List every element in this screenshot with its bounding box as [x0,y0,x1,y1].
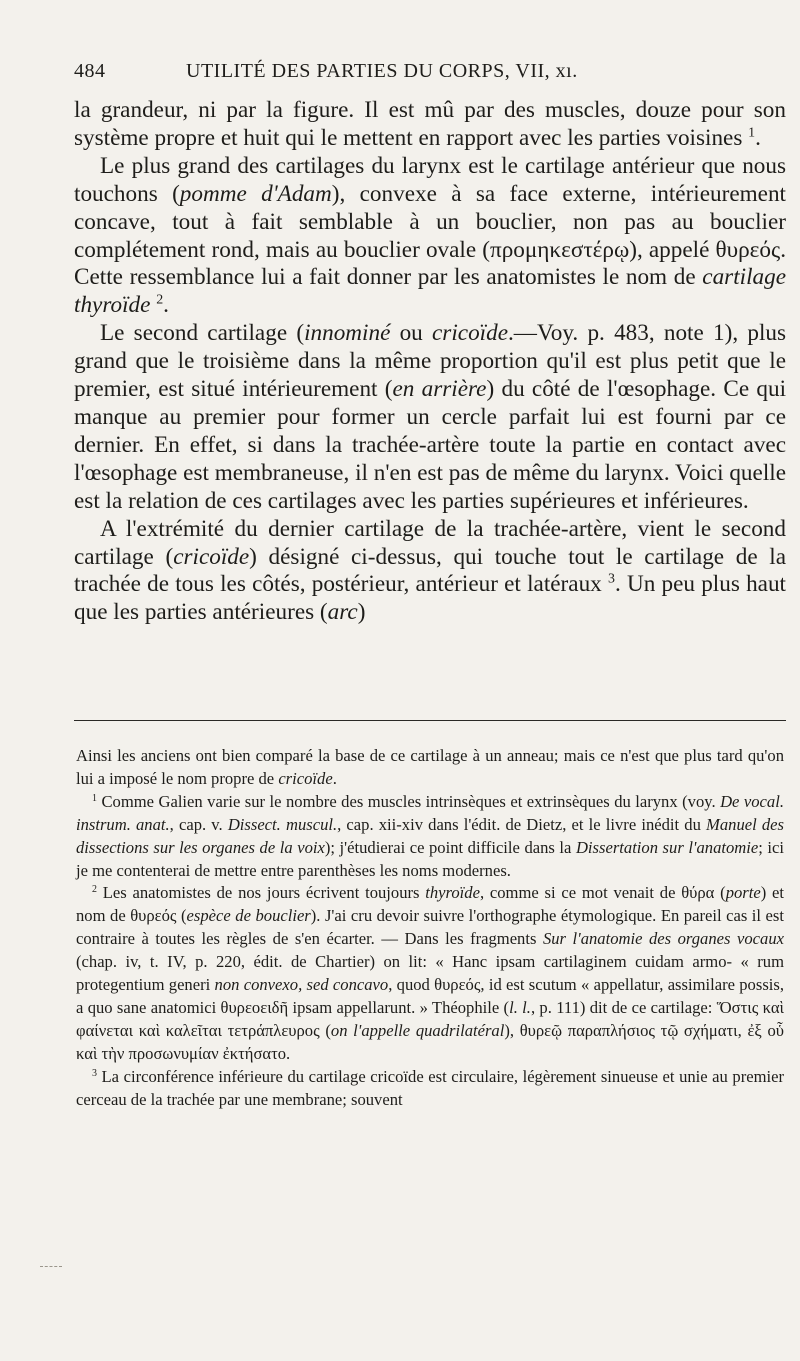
text-run: ) du côté de l'œsophage. Ce qui manque au premier pour former un cercle parfait lui est fourni par ce dernier. En effet, si dans la trachée-artère toute la partie en contact avec l'œsophage est membraneuse, il n'en est pas de même du larynx. Voici quelle est la relation de ces cartilages avec les parties supérieures et inférieures. [74,376,787,514]
italic-text: cricoïde [432,320,508,347]
footnote-marker: 3 [92,1067,97,1079]
text-run: Ainsi les anciens ont bien comparé la base de ce cartilage à un anneau; mais ce n'est que plus tard qu'on lui a imposé le nom propre de [76,746,784,788]
footnote [76,882,784,1065]
italic-text: innominé [304,320,391,347]
footnotes [76,745,784,1112]
italic-text: Dissect. muscul. [227,814,338,834]
italic-text: on l'appelle quadrilatéral [330,1020,505,1040]
text-run: , p. 111) dit de ce cartilage: Ὅστις καὶ φαίνεται καὶ καλεῖται τετράπλευρος ( [76,997,784,1040]
italic-text: espèce de bouclier [186,906,311,926]
text-run: ), convexe à sa face externe, intérieurement concave, tout à fait semblable à un bouclier, non pas au bouclier complétement rond, mais au bouclier ovale (προμηκεστέρῳ), appelé θυρεός. Cette ressemblance lui a fait donner par les anatomistes le nom de [74,180,786,291]
text-run: . [755,124,761,151]
italic-text: l. l. [509,997,531,1017]
footnote [76,745,784,791]
text-run: Le second cartilage ( [100,320,305,347]
text-run: , cap. v. [169,814,228,834]
page-number: 484 [74,60,106,82]
footnote-marker: 2 [156,293,164,308]
italic-text: thyroïde [425,883,480,903]
text-run: ); j'étudierai ce point difficile dans la [324,837,576,857]
italic-text: Manuel des dissections sur les organes de la voix [76,814,784,857]
paragraph [74,97,786,153]
paragraph [74,516,786,628]
text-run: ), θυρεῷ παραπλήσιος τῷ σχήματι, ἐξ οὗ καὶ τὴν προσωνυμίαν ἐκτήσατο. [76,1020,784,1063]
text-run: (chap. iv, t. IV, p. 220, édit. de Chartier) on lit: « Hanc ipsam cartilaginem cuidam armo- « rum protegentium generi [76,952,784,995]
text-run: ) [357,599,366,626]
italic-text: cricoïde [278,768,333,788]
running-title: UTILITÉ DES PARTIES DU CORPS, VII, xı. [186,60,578,82]
text-run: . Un peu plus haut que les parties antérieures ( [74,571,786,626]
italic-text: en arrière [392,376,487,403]
italic-text: cricoïde [173,543,250,570]
footnote-marker: 2 [92,884,97,896]
footnote-marker: 3 [607,572,615,588]
footnote [76,791,784,883]
paragraph [74,153,786,320]
italic-text: Sur l'anatomie des organes vocaux [542,929,784,949]
footnote-separator [74,720,786,721]
page-header [74,60,764,88]
text-run: Les anatomistes de nos jours écrivent toujours [96,883,426,903]
text-run: . [332,768,337,788]
footnote-marker: 1 [748,125,756,141]
italic-text: Dissertation sur l'anatomie [575,837,759,857]
italic-text: cartilage thyroïde [74,264,786,319]
text-run: la grandeur, ni par la figure. Il est mû par des muscles, douze pour son système propre et huit qui le mettent en rapport avec les parties voisines [74,97,786,151]
text-run: .—Voy. p. 483, note 1), plus grand que le troisième dans la même proportion qu'il est plus petit que le premier, est situé intérieurement ( [74,320,787,403]
paragraph [74,320,786,515]
italic-text: non convexo, sed concavo [214,975,389,995]
main-text [74,97,786,627]
text-run: Le plus grand des cartilages du larynx est le cartilage antérieur que nous touchons ( [74,152,786,207]
italic-text: porte [725,883,761,903]
text-run: . [163,292,169,319]
text-run: , quod θυρεός, id est scutum « appellatur, assimilare possis, a quo sane anatomici θυρεοειδῆ ipsam appellarunt. » Théophile ( [76,975,784,1017]
footnote-marker: 1 [92,792,97,804]
text-run: ) désigné ci-dessus, qui touche tout le cartilage de la trachée de tous les côtés, postérieur, antérieur et latéraux [74,543,787,598]
text-run: A l'extrémité du dernier cartilage de la trachée-artère, vient le second cartilage ( [74,515,786,570]
text-run: Comme Galien varie sur le nombre des muscles intrinsèques et extrinsèques du larynx (voy. [96,791,721,811]
text-run: La circonférence inférieure du cartilage cricoïde est circulaire, légèrement sinueuse et unie au premier cerceau de la trachée par une membrane; souvent [76,1066,784,1109]
text-run: ou [390,320,433,347]
italic-text: arc [327,599,358,626]
text-run: ). J'ai cru devoir suivre l'orthographe étymologique. En pareil cas il est contraire à toutes les règles de s'en écarter. — Dans les fragments [76,906,784,949]
margin-mark [40,1266,62,1267]
text-run: ) et nom de θυρεός ( [76,883,785,926]
text-run: ; ici je me contenterai de mettre entre parenthèses les noms modernes. [76,837,784,880]
italic-text: De vocal. instrum. anat. [76,791,784,834]
text-run: , cap. xii-xiv dans l'édit. de Dietz, et le livre inédit du [337,814,707,834]
italic-text: pomme d'Adam [179,180,332,207]
footnote [76,1066,784,1112]
text-run: , comme si ce mot venait de θύρα ( [479,883,726,903]
